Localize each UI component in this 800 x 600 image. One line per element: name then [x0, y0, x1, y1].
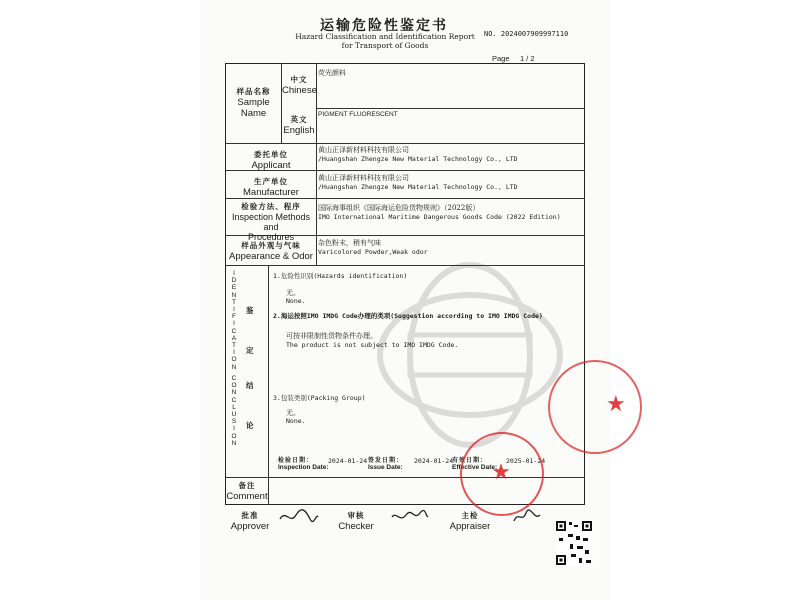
inspection-date-label: 检验日期： Inspection Date: — [278, 457, 329, 471]
vertical-letter: L — [232, 403, 236, 411]
page-label: Page — [492, 54, 510, 63]
hazard-identification-en: None. — [286, 297, 306, 305]
chinese-label: 中文 Chinese — [282, 75, 317, 96]
checker-signature-icon — [390, 507, 430, 527]
packing-group-en: None. — [286, 417, 306, 425]
hazard-identification-cn: 无。 — [286, 289, 300, 297]
english-name-value: PIGMENT FLUORESCENT — [318, 111, 398, 118]
hazard-identification-title: 1.危险性识别(Hazards identification) — [273, 272, 408, 280]
checker-label: 审核 Checker — [338, 511, 374, 532]
qr-code-icon — [555, 520, 593, 566]
vertical-letter: I — [233, 306, 235, 314]
vertical-letter: D — [231, 277, 237, 285]
effective-date-value: 2025-01-24 — [506, 457, 546, 465]
identification-cn-char: 论 — [246, 421, 254, 430]
vertical-letter: S — [231, 418, 237, 426]
issue-date-label: 签发日期： Issue Date: — [368, 457, 404, 471]
identification-vertical-label — [229, 270, 239, 371]
page-number: 1 / 2 — [520, 54, 535, 63]
vertical-letter: I — [233, 425, 235, 433]
divider — [268, 265, 269, 505]
vertical-letter: A — [231, 334, 237, 342]
appearance-label: 样品外观与气味 Appearance & Odor — [229, 241, 313, 262]
comment-label: 备注 Comment — [226, 481, 268, 502]
vertical-letter: E — [231, 284, 237, 292]
identification-cn-char: 结 — [246, 381, 254, 390]
vertical-letter: C — [231, 396, 237, 404]
vertical-letter: N — [231, 363, 237, 371]
report-table — [225, 63, 585, 505]
divider — [316, 143, 317, 265]
imdg-suggestion-cn: 可按非限制性货物条件办理。 — [286, 332, 377, 340]
manufacturer-label: 生产单位 Manufacturer — [243, 177, 299, 198]
appearance-value: 杂色粉末，稍有气味 Varicolored Powder,Weak odor — [318, 239, 428, 256]
packing-group-cn: 无。 — [286, 409, 300, 417]
vertical-letter: N — [231, 439, 237, 447]
report-title-cn: 运输危险性鉴定书 — [320, 18, 448, 34]
report-number: NO. 2024007909997110 — [484, 30, 569, 38]
issue-date-value: 2024-01-24 — [414, 457, 454, 465]
vertical-letter: I — [233, 320, 235, 328]
inspection-methods-value: 国际海事组织《国际海运危险货物规则》（2022版） IMO International Maritime Dangerous Goods Code (2022 Edition) — [318, 204, 561, 221]
english-label: 英文 English — [283, 115, 315, 136]
vertical-letter: F — [232, 313, 236, 321]
official-seal-icon: ★ — [460, 432, 544, 516]
vertical-letter: T — [232, 298, 236, 306]
divider — [316, 108, 585, 109]
seal-stamp-icon: ★ — [548, 360, 642, 454]
approver-signature-icon — [278, 507, 320, 527]
divider — [225, 143, 585, 144]
vertical-letter: T — [232, 342, 236, 350]
divider — [225, 265, 585, 266]
vertical-letter: U — [231, 411, 237, 419]
sample-name-label: 样品名称 Sample Name — [236, 87, 271, 119]
appraiser-label: 主检 Appraiser — [449, 511, 491, 532]
divider — [225, 198, 585, 199]
vertical-letter: C — [231, 375, 237, 382]
inspection-date-value: 2024-01-24 — [328, 457, 368, 465]
vertical-letter: N — [231, 291, 237, 299]
conclusion-vertical-label — [229, 375, 239, 447]
vertical-letter: C — [231, 327, 237, 335]
applicant-label: 委托单位 Applicant — [251, 150, 291, 171]
inspection-methods-label: 检验方法、程序 Inspection Methods and Procedures — [231, 202, 311, 242]
identification-cn-char: 定 — [246, 346, 254, 355]
vertical-letter: O — [231, 432, 237, 440]
manufacturer-value: 黄山正泽新材料科技有限公司 /Huangshan Zhengze New Material Technology Co., LTD — [318, 174, 518, 191]
report-title-en-line1: Hazard Classification and Identification Report — [295, 32, 475, 41]
identification-cn-char: 鉴 — [246, 306, 254, 315]
applicant-value: 黄山正泽新材料科技有限公司 /Huangshan Zhengze New Material Technology Co., LTD — [318, 146, 518, 163]
imdg-suggestion-en: The product is not subject to IMO IMDG Code. — [286, 341, 459, 349]
vertical-letter: I — [233, 349, 235, 357]
vertical-letter: O — [231, 356, 237, 364]
vertical-letter: O — [231, 382, 237, 390]
approver-label: 批准 Approver — [230, 511, 270, 532]
imdg-suggestion-title: 2.海运按照IMO IMDG Code办理的类项(Suggestion according to IMO IMDG Code) — [273, 312, 543, 320]
vertical-letter: I — [233, 270, 235, 277]
effective-date-label: 有效日期： Effective Date: — [452, 457, 498, 471]
report-title-en — [280, 32, 490, 50]
report-title-en-line2: for Transport of Goods — [341, 41, 429, 50]
packing-group-title: 3.包装类别(Packing Group) — [273, 394, 366, 402]
vertical-letter: N — [231, 389, 237, 397]
divider — [316, 63, 317, 143]
chinese-name-value: 荧光颜料 — [318, 69, 346, 77]
